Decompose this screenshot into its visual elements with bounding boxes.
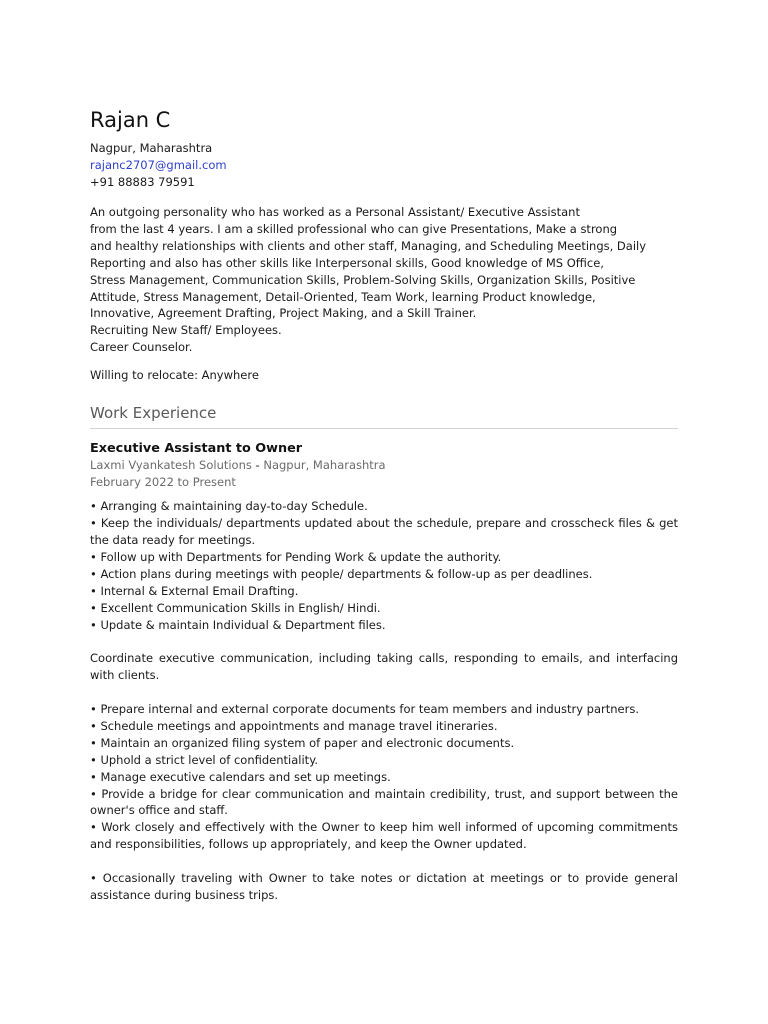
bullet-item: • Follow up with Departments for Pending Work & update the authority. bbox=[90, 549, 502, 564]
location-text: Nagpur, Maharashtra bbox=[90, 141, 213, 155]
job-company-location bbox=[90, 457, 678, 474]
summary-line: Career Counselor. bbox=[90, 340, 193, 355]
company-name: Laxmi Vyankatesh Solutions bbox=[90, 458, 252, 473]
bullet-item: • Provide a bridge for clear communication and maintain credibility, trust, and support between the owner's office and staff. bbox=[90, 786, 678, 818]
email-link[interactable]: rajanc2707@gmail.com bbox=[90, 158, 227, 172]
bullet-item: • Arranging & maintaining day-to-day Schedule. bbox=[90, 499, 368, 514]
summary-block bbox=[90, 204, 678, 356]
bullet-item: • Excellent Communication Skills in English/ Hindi. bbox=[90, 600, 381, 615]
summary-line: Stress Management, Communication Skills, Problem-Solving Skills, Organization Skills, Positive bbox=[90, 272, 636, 287]
work-experience-heading: Work Experience bbox=[90, 403, 678, 429]
bullet-item: • Prepare internal and external corporate documents for team members and industry partners. bbox=[90, 702, 639, 716]
summary-line: An outgoing personality who has worked as a Personal Assistant/ Executive Assistant bbox=[90, 205, 580, 219]
resume-content bbox=[90, 106, 678, 904]
summary-line: Recruiting New Staff/ Employees. bbox=[90, 323, 282, 338]
job-description bbox=[90, 498, 678, 904]
paragraph-gap bbox=[90, 684, 678, 701]
bullet-item: • Schedule meetings and appointments and manage travel itineraries. bbox=[90, 718, 498, 733]
candidate-name: Rajan C bbox=[90, 108, 171, 132]
job-dates: February 2022 to Present bbox=[90, 475, 236, 490]
phone-text: +91 88883 79591 bbox=[90, 175, 195, 189]
bullet-item: • Occasionally traveling with Owner to take notes or dictation at meetings or to provide general assistance during business trips. bbox=[90, 871, 678, 902]
summary-line: and healthy relationships with clients and other staff, Managing, and Scheduling Meetings, Daily bbox=[90, 238, 647, 253]
bullet-item: • Work closely and effectively with the Owner to keep him well informed of upcoming commitments and responsibilities, follows up appropriately, and keep the Owner updated. bbox=[90, 820, 678, 852]
summary-line: Attitude, Stress Management, Detail-Oriented, Team Work, learning Product knowledge, bbox=[90, 289, 596, 304]
job-location: Nagpur, Maharashtra bbox=[263, 458, 386, 473]
bullet-item: • Maintain an organized filing system of paper and electronic documents. bbox=[90, 735, 515, 750]
description-paragraph: Coordinate executive communication, including taking calls, responding to emails, and interfacing with clients. bbox=[90, 651, 678, 683]
bullet-item: • Manage executive calendars and set up meetings. bbox=[90, 769, 391, 784]
paragraph-gap bbox=[90, 853, 678, 870]
summary-line: from the last 4 years. I am a skilled professional who can give Presentations, Make a strong bbox=[90, 221, 618, 236]
summary-line: Innovative, Agreement Drafting, Project Making, and a Skill Trainer. bbox=[90, 306, 477, 321]
bullet-item: • Update & maintain Individual & Department files. bbox=[90, 617, 386, 632]
bullet-item: • Action plans during meetings with people/ departments & follow-up as per deadlines. bbox=[90, 566, 593, 581]
job-title: Executive Assistant to Owner bbox=[90, 441, 303, 457]
summary-line: Reporting and also has other skills like Interpersonal skills, Good knowledge of MS Office, bbox=[90, 255, 604, 270]
contact-block bbox=[90, 140, 678, 191]
bullet-item: • Keep the individuals/ departments updated about the schedule, prepare and crosscheck files & get the data ready for meetings. bbox=[90, 516, 678, 547]
bullet-item: • Internal & External Email Drafting. bbox=[90, 583, 299, 598]
bullet-item: • Uphold a strict level of confidentiality. bbox=[90, 752, 319, 767]
paragraph-gap bbox=[90, 633, 678, 650]
relocation-text: Willing to relocate: Anywhere bbox=[90, 368, 259, 383]
meta-separator: - bbox=[255, 458, 260, 473]
